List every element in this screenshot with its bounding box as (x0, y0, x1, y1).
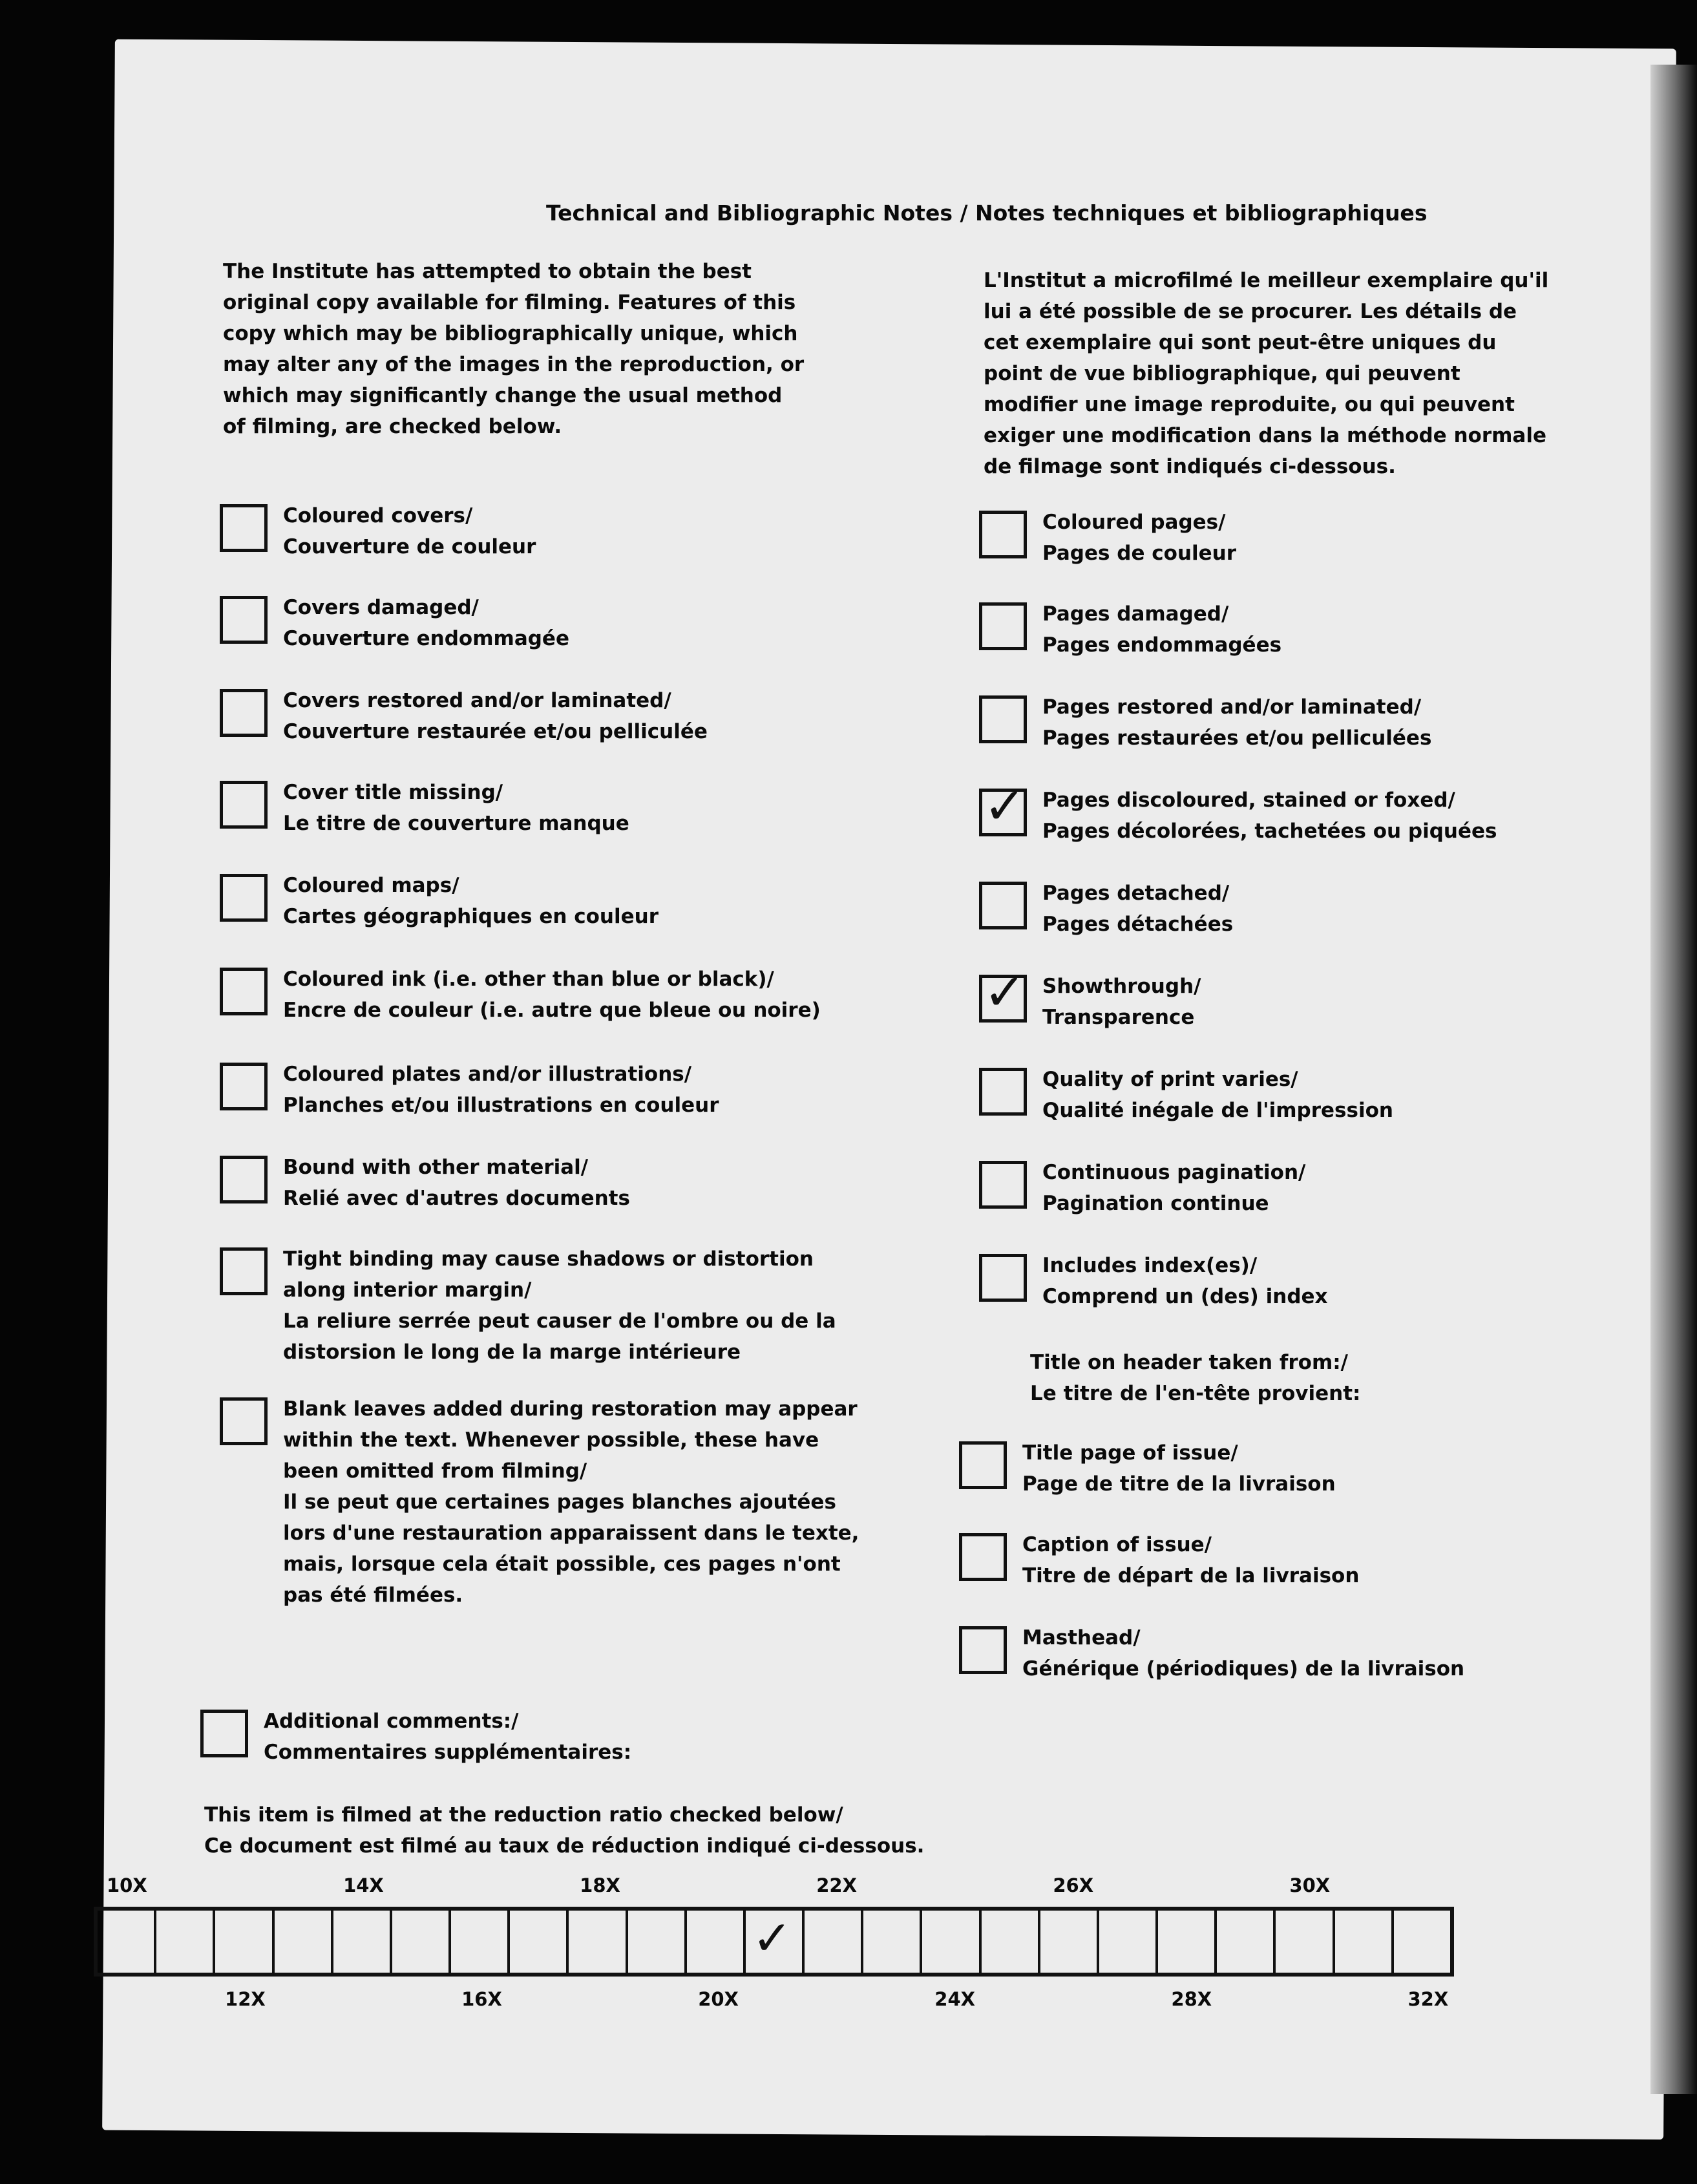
checkbox[interactable] (979, 511, 1027, 558)
checkbox[interactable] (979, 1068, 1027, 1116)
checklist-label-line: Pages detached/ (1042, 882, 1230, 905)
checklist-label-line: along interior margin/ (283, 1278, 532, 1302)
checklist-label-line: Continuous pagination/ (1042, 1161, 1306, 1184)
checkbox[interactable] (220, 504, 268, 552)
ratio-cell[interactable] (982, 1911, 1040, 1973)
checklist-label-line: Coloured covers/ (283, 504, 473, 527)
ratio-cell[interactable] (156, 1911, 215, 1973)
checklist-label-line: Couverture restaurée et/ou pelliculée (283, 720, 708, 743)
checklist-label-line: Tight binding may cause shadows or distortion (283, 1247, 814, 1271)
ratio-label: 16X (461, 1988, 502, 2010)
checklist-label-line: Pages restored and/or laminated/ (1042, 695, 1422, 719)
header-source-en: Title on header taken from:/ (1030, 1351, 1349, 1374)
checklist-label-line: Page de titre de la livraison (1022, 1472, 1336, 1496)
checklist-label-line: Covers restored and/or laminated/ (283, 689, 671, 712)
checklist-label (1042, 1157, 1305, 1219)
checklist-label-line: Le titre de couverture manque (283, 812, 629, 835)
checklist-label-line: Cover title missing/ (283, 781, 503, 804)
checklist-label (1042, 507, 1236, 569)
checkbox[interactable] (979, 695, 1027, 743)
ratio-cell[interactable] (1099, 1911, 1158, 1973)
checklist-label-line: within the text. Whenever possible, these have (283, 1428, 819, 1452)
checkmark-icon: ✓ (984, 778, 1026, 836)
checkbox[interactable] (220, 1247, 268, 1295)
checkbox[interactable] (959, 1441, 1007, 1489)
ratio-cell[interactable] (1040, 1911, 1099, 1973)
reduction-note-en: This item is filmed at the reduction ratio checked below/ (204, 1803, 843, 1827)
checklist-label-line: Encre de couleur (i.e. autre que bleue ou noire) (283, 999, 821, 1022)
checklist-label (1042, 692, 1431, 754)
checklist-label (264, 1706, 631, 1768)
checkbox[interactable] (979, 882, 1027, 929)
ratio-cell[interactable] (98, 1911, 156, 1973)
ratio-cell[interactable] (333, 1911, 392, 1973)
next-page-edge (1650, 65, 1697, 2094)
checkbox[interactable] (200, 1710, 248, 1757)
ratio-label: 10X (107, 1874, 147, 1896)
checkbox[interactable] (220, 968, 268, 1015)
checkbox[interactable] (220, 781, 268, 829)
ratio-label: 28X (1171, 1988, 1212, 2010)
checklist-label-line: Pages décolorées, tachetées ou piquées (1042, 820, 1497, 843)
ratio-cell[interactable] (392, 1911, 451, 1973)
ratio-cell[interactable] (569, 1911, 627, 1973)
ratio-cell[interactable] (1158, 1911, 1217, 1973)
checklist-label-line: pas été filmées. (283, 1584, 463, 1607)
checklist-label-line: Caption of issue/ (1022, 1533, 1212, 1556)
checklist-label-line: Commentaires supplémentaires: (264, 1741, 632, 1764)
header-source-fr: Le titre de l'en-tête provient: (1030, 1382, 1361, 1405)
checkbox[interactable] (220, 1156, 268, 1203)
checklist-label-line: Comprend un (des) index (1042, 1285, 1328, 1308)
checklist-label-line: Coloured maps/ (283, 874, 459, 897)
checklist-label-line: Masthead/ (1022, 1626, 1141, 1649)
checklist-label (1022, 1622, 1464, 1684)
checklist-label-line: Title page of issue/ (1022, 1441, 1238, 1465)
ratio-cell[interactable] (746, 1911, 805, 1973)
checklist-label-line: Transparence (1042, 1006, 1195, 1029)
checklist-label (1022, 1437, 1336, 1500)
checklist-label (283, 964, 821, 1026)
checkbox[interactable] (959, 1626, 1007, 1674)
checklist-label-line: Blank leaves added during restoration may appear (283, 1397, 858, 1421)
checklist-label (283, 1152, 630, 1214)
checkbox[interactable] (220, 596, 268, 644)
page-title: Technical and Bibliographic Notes / Notes techniques et bibliographiques (546, 200, 1428, 226)
ratio-cell[interactable] (805, 1911, 863, 1973)
checklist-label-line: La reliure serrée peut causer de l'ombre ou de la (283, 1309, 836, 1333)
checklist-label (283, 685, 708, 747)
ratio-cell[interactable] (510, 1911, 569, 1973)
checkbox[interactable] (959, 1533, 1007, 1581)
ratio-label: 26X (1053, 1874, 1094, 1896)
checklist-label-line: Showthrough/ (1042, 975, 1201, 998)
ratio-cell[interactable] (1217, 1911, 1276, 1973)
checklist-label-line: Couverture endommagée (283, 627, 569, 650)
checkbox[interactable] (220, 874, 268, 922)
checked-checkbox[interactable] (979, 964, 1027, 1023)
checklist-label (283, 1059, 719, 1121)
checkmark-icon: ✓ (752, 1911, 792, 1966)
checklist-label (1042, 785, 1497, 847)
ratio-cell[interactable] (1276, 1911, 1334, 1973)
checklist-label (283, 777, 629, 839)
ratio-cell[interactable] (628, 1911, 687, 1973)
checklist-label-line: Générique (périodiques) de la livraison (1022, 1657, 1465, 1680)
ratio-cell[interactable] (451, 1911, 510, 1973)
intro-english: The Institute has attempted to obtain the best original copy available for filming. Features of this copy which may be bibliographically unique, which may alter any of the images in the reproduction, or which may significantly change the usual method of filming, are checked below. (223, 260, 805, 438)
checklist-label-line: Pages restaurées et/ou pelliculées (1042, 726, 1432, 750)
checkbox[interactable] (979, 1161, 1027, 1209)
checklist-label (283, 1244, 836, 1368)
checklist-label-line: Planches et/ou illustrations en couleur (283, 1094, 719, 1117)
ratio-cell[interactable] (1335, 1911, 1394, 1973)
ratio-label: 18X (580, 1874, 620, 1896)
checklist-label-line: Cartes géographiques en couleur (283, 905, 659, 928)
checklist-label-line: Pages damaged/ (1042, 602, 1229, 626)
checklist-label-line: Coloured plates and/or illustrations/ (283, 1063, 692, 1086)
checklist-label (1042, 1064, 1393, 1126)
checklist-label (1042, 599, 1281, 661)
checklist-label-line: Bound with other material/ (283, 1156, 589, 1179)
reduction-note-fr: Ce document est filmé au taux de réduction indiqué ci-dessous. (204, 1834, 925, 1858)
checklist-label-line: Pages discoloured, stained or foxed/ (1042, 789, 1455, 812)
checklist-label-line: mais, lorsque cela était possible, ces pages n'ont (283, 1553, 841, 1576)
checklist-label-line: Includes index(es)/ (1042, 1254, 1258, 1277)
checklist-label (283, 1394, 859, 1611)
intro-french: L'Institut a microfilmé le meilleur exemplaire qu'il lui a été possible de se procurer. Les détails de cet exemplaire qui sont peut-être uniques du point de vue bibliographique, qui peuvent modifier une image reproduite, ou qui peuvent exiger une modification dans la méthode normale de filmage sont indiqués ci-dessous. (984, 269, 1549, 478)
checklist-label (1042, 1250, 1328, 1312)
ratio-label: 32X (1407, 1988, 1449, 2010)
checklist-label-line: Il se peut que certaines pages blanches ajoutées (283, 1490, 836, 1514)
checklist-label-line: Pages de couleur (1042, 542, 1237, 565)
ratio-label: 22X (816, 1874, 857, 1896)
checkbox[interactable] (220, 1397, 268, 1445)
checklist-label-line: been omitted from filming/ (283, 1459, 587, 1483)
checklist-label-line: Pages détachées (1042, 913, 1234, 936)
checklist-label-line: Coloured ink (i.e. other than blue or black)/ (283, 968, 774, 991)
checkmark-icon: ✓ (984, 964, 1026, 1022)
checklist-label-line: lors d'une restauration apparaissent dans le texte, (283, 1521, 859, 1545)
checkbox[interactable] (220, 689, 268, 737)
checklist-label (1022, 1529, 1359, 1591)
checkbox[interactable] (979, 602, 1027, 650)
ratio-cell[interactable] (1394, 1911, 1450, 1973)
checked-checkbox[interactable] (979, 778, 1027, 836)
ratio-cell[interactable] (863, 1911, 922, 1973)
checkbox[interactable] (220, 1063, 268, 1110)
ratio-label: 24X (934, 1988, 976, 2010)
checklist-label-line: Pagination continue (1042, 1192, 1269, 1215)
ratio-label: 30X (1289, 1874, 1331, 1896)
ratio-cell[interactable] (275, 1911, 333, 1973)
checklist-label (283, 870, 659, 932)
checklist-label (283, 500, 536, 562)
checklist-label-line: Pages endommagées (1042, 633, 1282, 657)
checklist-label-line: Titre de départ de la livraison (1022, 1564, 1360, 1587)
ratio-label: 14X (343, 1874, 384, 1896)
checklist-label (1042, 971, 1201, 1033)
ratio-cell[interactable] (215, 1911, 274, 1973)
reduction-ratio-bar (94, 1907, 1454, 1977)
checklist-label (283, 592, 569, 654)
checklist-label-line: Qualité inégale de l'impression (1042, 1099, 1393, 1122)
ratio-label: 12X (225, 1988, 266, 2010)
checklist-label-line: Coloured pages/ (1042, 511, 1226, 534)
checklist-label-line: Covers damaged/ (283, 596, 479, 619)
ratio-cell[interactable] (922, 1911, 981, 1973)
checklist-label-line: distorsion le long de la marge intérieure (283, 1341, 741, 1364)
checklist-label-line: Relié avec d'autres documents (283, 1187, 630, 1210)
checklist-label-line: Quality of print varies/ (1042, 1068, 1298, 1091)
checklist-label-line: Additional comments:/ (264, 1710, 519, 1733)
checkbox[interactable] (979, 1254, 1027, 1302)
ratio-cell[interactable] (687, 1911, 746, 1973)
checklist-label (1042, 878, 1233, 940)
ratio-label: 20X (698, 1988, 739, 2010)
checklist-label-line: Couverture de couleur (283, 535, 536, 558)
